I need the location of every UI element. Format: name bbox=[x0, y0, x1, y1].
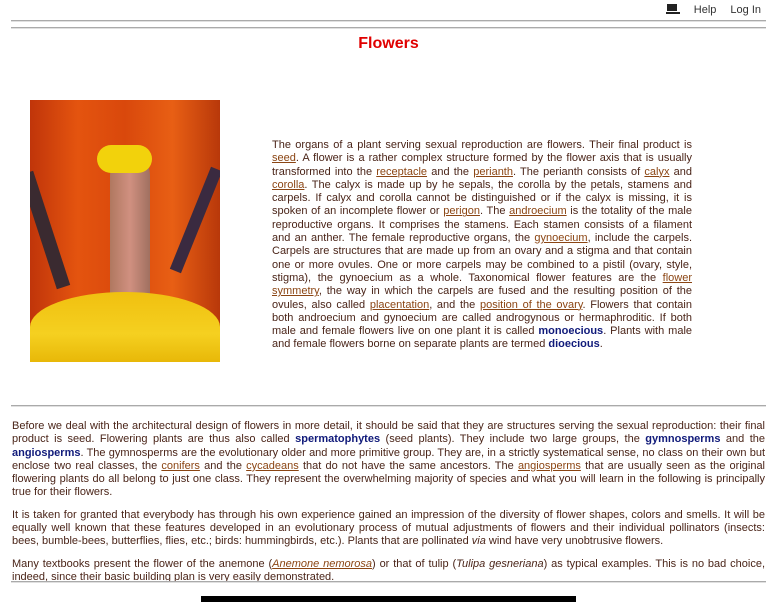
link-perianth[interactable]: perianth bbox=[473, 165, 513, 178]
tulip-image bbox=[30, 100, 220, 362]
link-perigon[interactable]: perigon bbox=[443, 205, 480, 218]
link-conifers[interactable]: conifers bbox=[161, 459, 200, 472]
term-spermatophytes: spermatophytes bbox=[295, 433, 381, 446]
divider bbox=[11, 581, 766, 583]
term-angiosperms: angiosperms bbox=[12, 446, 81, 459]
bottom-image-edge bbox=[201, 596, 576, 602]
link-position-of-ovary[interactable]: position of the ovary bbox=[479, 298, 583, 311]
link-androecium[interactable]: androecium bbox=[509, 205, 567, 218]
main-text bbox=[12, 420, 765, 593]
help-link[interactable]: Help bbox=[693, 4, 717, 16]
divider bbox=[11, 27, 766, 29]
page-title: Flowers bbox=[358, 35, 419, 52]
link-flower-symmetry[interactable]: flower symmetry bbox=[272, 271, 692, 298]
term-dioecious: dioecious bbox=[548, 338, 600, 351]
link-seed[interactable]: seed bbox=[272, 152, 296, 165]
paragraph: Before we deal with the architectural design of flowers in more detail, it should be said that they are structures serving the sexual reproduction: their final product is seed. Flowering plants are thus also called spermatophytes (seed plants). They include two large groups, the gymnosperms and the angiosperms. The gymnosperms are the evolutionary older and more primitive group. They are, in a strictly systematical sense, no class on their own but enclose two real classes, the conifers and the cycadeans that do not have the same ancestors. The angiosperms that are usually seen as the original flowering plants do all belong to just one class. They represent the overwhelming majority of species and what you will learn in the following is principally true for their flowers. bbox=[12, 420, 765, 499]
link-receptacle[interactable]: receptacle bbox=[376, 165, 428, 178]
term-monoecious: monoecious bbox=[538, 325, 604, 338]
computer-icon[interactable] bbox=[666, 4, 680, 16]
link-angiosperms[interactable]: angiosperms bbox=[517, 459, 581, 472]
link-placentation[interactable]: placentation bbox=[369, 298, 430, 311]
link-cycadeans[interactable]: cycadeans bbox=[246, 459, 299, 472]
term-gymnosperms: gymnosperms bbox=[645, 433, 721, 446]
link-corolla[interactable]: corolla bbox=[272, 178, 305, 191]
divider bbox=[11, 405, 766, 407]
paragraph: Many textbooks present the flower of the anemone (Anemone nemorosa) or that of tulip (Tulipa gesneriana) as typical examples. This is no bad choice, indeed, since their basic building plan is very easily demonstrated. bbox=[12, 557, 765, 583]
link-gynoecium[interactable]: gynoecium bbox=[534, 232, 588, 245]
link-calyx[interactable]: calyx bbox=[644, 165, 670, 178]
top-bar bbox=[666, 0, 777, 20]
intro-paragraph: The organs of a plant serving sexual reproduction are flowers. Their final product is seed. A flower is a rather complex structure formed by the flower axis that is usually transformed into the receptacle and the perianth. The perianth consists of calyx and corolla. The calyx is made up by he sepals, the corolla by the petals, stamens and carpels. If calyx and corolla cannot be distinguished or if the calyx is missing, it is spoken of an incomplete flower or perigon. The androecium is the totality of the male reproductive organs. It comprises the stamens. Each stamen consists of a filament and an anther. The female reproductive organs, the gynoecium, include the carpels. Carpels are structures that are made up from an ovary and a stigma and that contain one or more ovules. One or more carpels may be combined to a pistil (ovary, style, stigma), the gynoecium as a whole. Taxonomical flower features are the flower symmetry, the way in which the carpels are fused and the resulting position of the ovules, also called placentation, and the position of the ovary. Flowers that contain both androecium and gynoecium are called androgynous or hermaphroditic. If both male and female flowers live on one plant it is called monoecious. Plants with male and female flowers borne on separate plants are termed dioecious. bbox=[272, 139, 692, 351]
link-anemone[interactable]: Anemone nemorosa bbox=[272, 557, 373, 570]
login-link[interactable]: Log In bbox=[730, 4, 761, 16]
paragraph: It is taken for granted that everybody has through his own experience gained an impression of the diversity of flower shapes, colors and smells. It will be equally well known that these features developed in an evolutionary process of mutual adjustments of flowers and their individual pollinators (insects: bees, bumble-bees, butterflies, flies, etc.; birds: hummingbirds, etc.). Plants that are pollinated via wind have very unobtrusive flowers. bbox=[12, 508, 765, 548]
divider bbox=[11, 20, 766, 22]
